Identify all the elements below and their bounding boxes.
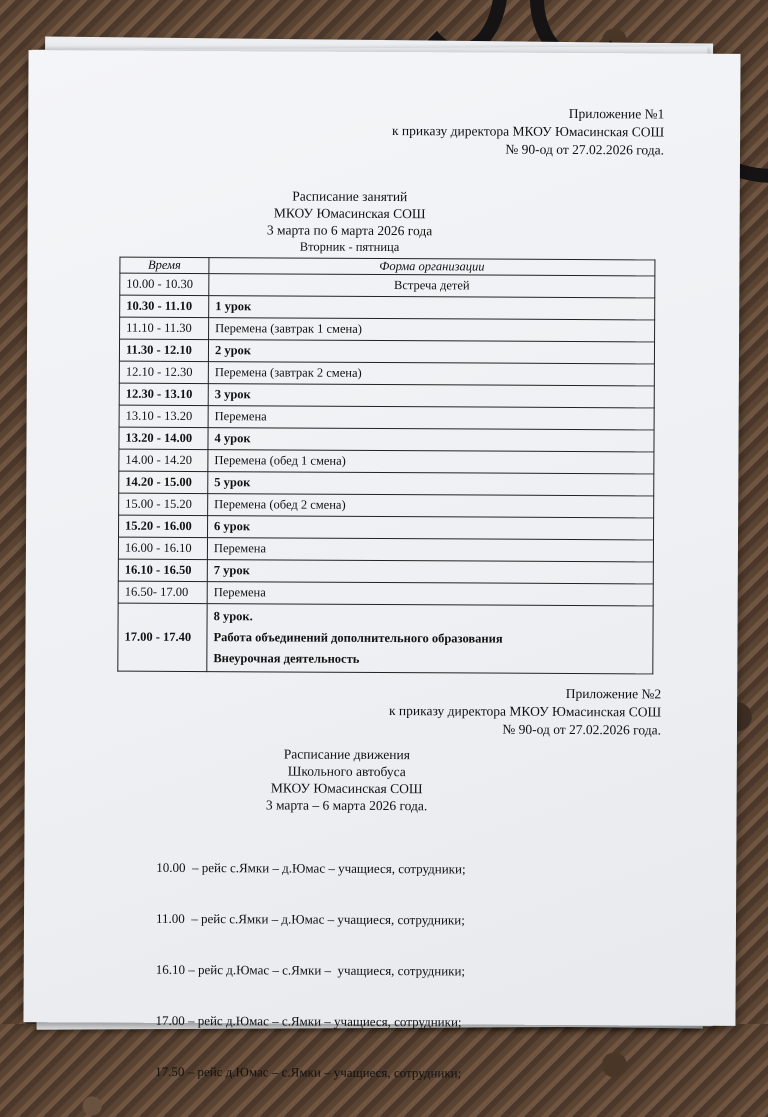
row-time: 16.10 - 16.50 <box>118 559 207 581</box>
document-page <box>23 50 740 1081</box>
row-activity: Встреча детей <box>209 274 655 298</box>
schedule-table-body <box>118 273 655 674</box>
row-activity-extra: Внеурочная деятельность <box>213 651 360 666</box>
bus-routes-list <box>155 825 466 1116</box>
table-row <box>118 559 653 584</box>
row-time: 10.00 - 10.30 <box>120 273 209 295</box>
table-row <box>120 295 655 320</box>
table-row <box>118 581 653 606</box>
schedule-days: Вторник - пятница <box>299 239 400 255</box>
bus-subtitle: Школьного автобуса <box>287 763 406 780</box>
table-row <box>120 317 655 342</box>
table-row <box>119 449 654 474</box>
row-activity: Перемена (обед 1 смена) <box>208 450 654 474</box>
header-time: Время <box>120 257 209 273</box>
row-activity: Перемена <box>207 538 653 562</box>
bus-route: 11.00 – рейс с.Ямки – д.Юмас – учащиеся, сотрудники; <box>155 910 465 928</box>
bus-route: 16.10 – рейс д.Юмас – с.Ямки – учащиеся, сотрудники; <box>155 961 466 979</box>
row-activity-extra: Работа объединений дополнительного образования <box>213 630 503 646</box>
row-time: 14.00 - 14.20 <box>119 449 208 471</box>
row-time: 14.20 - 15.00 <box>119 471 208 493</box>
row-activity: 6 урок <box>207 516 653 540</box>
appendix-1-header <box>392 104 664 159</box>
table-row <box>119 361 654 386</box>
schedule-school: МКОУ Юмасинская СОШ <box>273 205 426 222</box>
row-time: 16.50- 17.00 <box>118 581 207 603</box>
row-activity: 5 урок <box>208 472 654 496</box>
row-activity-main: 8 урок. <box>213 609 253 624</box>
row-time: 11.10 - 11.30 <box>120 317 209 339</box>
bus-route: 17.50 – рейс д.Юмас – с.Ямки – учащиеся, сотрудники; <box>155 1063 462 1081</box>
row-time: 13.10 - 13.20 <box>119 405 208 427</box>
row-activity: 4 урок <box>208 428 654 452</box>
row-activity: Перемена (обед 2 смена) <box>208 494 654 518</box>
table-row <box>119 515 654 540</box>
row-activity: 1 урок <box>209 296 655 320</box>
bus-title: Расписание движения <box>283 746 410 763</box>
table-row <box>119 339 654 364</box>
row-activity: 7 урок <box>207 560 653 584</box>
appendix-1-title: Приложение №1 <box>568 105 665 122</box>
appendix-2-order: к приказу директора МКОУ Юмасинская СОШ <box>388 703 662 720</box>
row-time: 10.30 - 11.10 <box>120 295 209 317</box>
row-time: 17.00 - 17.40 <box>118 603 207 671</box>
row-time: 11.30 - 12.10 <box>119 339 208 361</box>
table-row <box>119 471 654 496</box>
row-activity: Перемена (завтрак 1 смена) <box>209 318 655 342</box>
row-activity: 3 урок <box>208 384 654 408</box>
appendix-2-number: № 90-од от 27.02.2026 года. <box>502 721 662 738</box>
row-activity <box>207 604 653 674</box>
bus-heading <box>0 744 703 816</box>
schedule-heading <box>0 186 706 258</box>
table-row <box>118 603 653 674</box>
appendix-2-title: Приложение №2 <box>565 685 662 702</box>
table-row <box>119 427 654 452</box>
row-time: 16.00 - 16.10 <box>118 537 207 559</box>
row-time: 12.30 - 13.10 <box>119 383 208 405</box>
appendix-1-order: к приказу директора МКОУ Юмасинская СОШ <box>391 123 665 140</box>
table-row <box>119 493 654 518</box>
table-row <box>119 405 654 430</box>
appendix-2-header <box>389 684 661 739</box>
row-activity: Перемена (завтрак 2 смена) <box>208 362 654 386</box>
row-activity: 2 урок <box>208 340 654 364</box>
row-time: 15.20 - 16.00 <box>119 515 208 537</box>
row-time: 15.00 - 15.20 <box>119 493 208 515</box>
appendix-1-number: № 90-од от 27.02.2026 года. <box>505 141 665 158</box>
table-row <box>120 273 655 298</box>
bus-route: 10.00 – рейс с.Ямки – д.Юмас – учащиеся, сотрудники; <box>156 859 466 877</box>
schedule-period: 3 марта по 6 марта 2026 года <box>266 222 433 239</box>
row-activity: Перемена <box>207 582 653 606</box>
bus-school: МКОУ Юмасинская СОШ <box>270 780 423 797</box>
table-row <box>119 383 654 408</box>
row-time: 13.20 - 14.00 <box>119 427 208 449</box>
schedule-table <box>117 257 655 675</box>
row-activity: Перемена <box>208 406 654 430</box>
table-row <box>118 537 653 562</box>
bus-period: 3 марта – 6 марта 2026 года. <box>265 797 428 814</box>
row-time: 12.10 - 12.30 <box>119 361 208 383</box>
bus-route: 17.00 – рейс д.Юмас – с.Ямки – учащиеся, сотрудники; <box>155 1012 462 1030</box>
schedule-title: Расписание занятий <box>292 188 408 205</box>
header-activity: Форма организации <box>209 258 655 276</box>
